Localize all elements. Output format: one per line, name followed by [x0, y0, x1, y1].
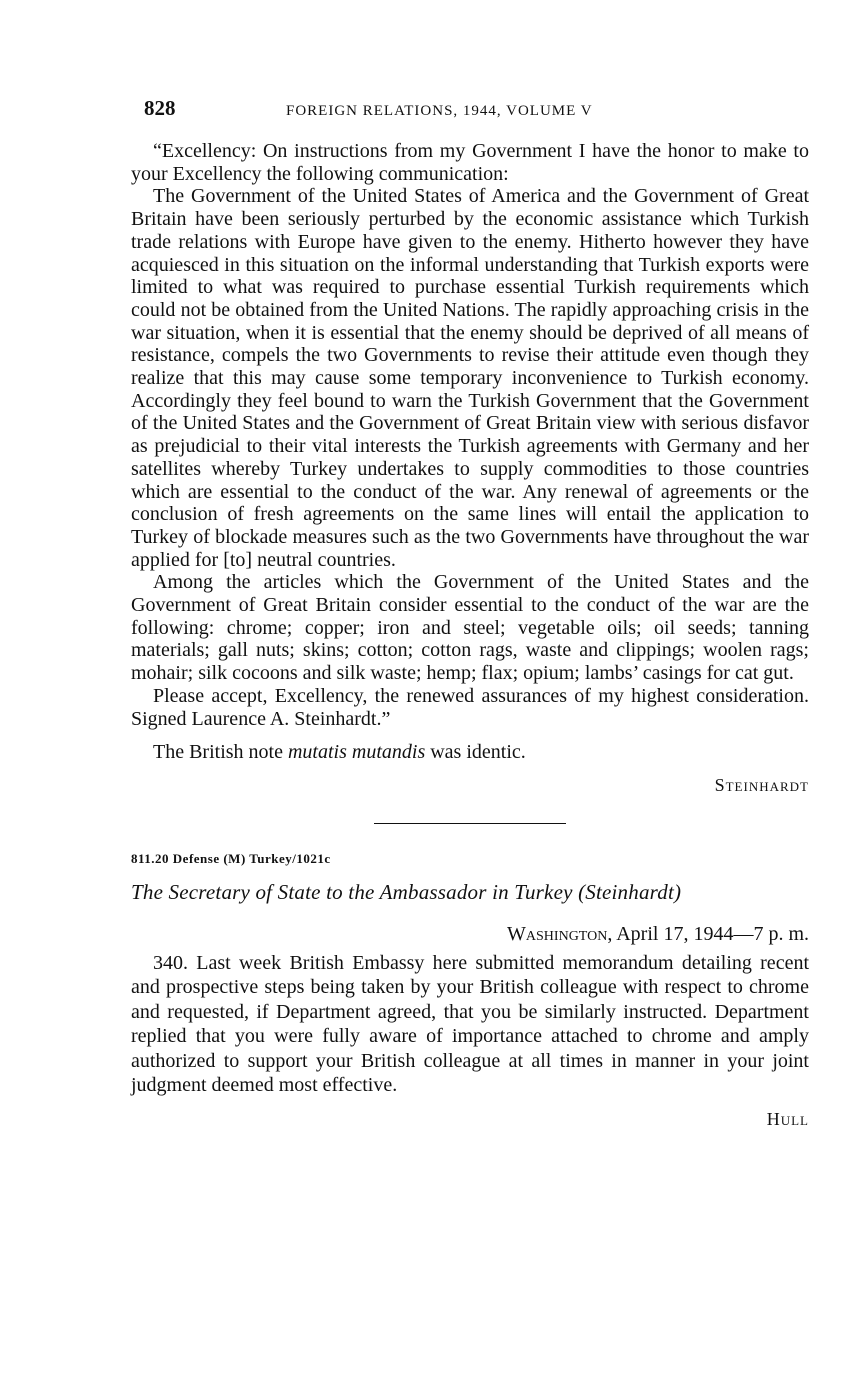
section-divider	[374, 823, 566, 824]
note-paragraph-closing: Please accept, Excellency, the renewed assurances of my highest consideration. Signed Laurence A. Steinhardt.”	[131, 684, 809, 730]
dateline-place: Washington	[507, 922, 608, 945]
running-head	[131, 96, 809, 128]
signature-hull: Hull	[766, 1108, 809, 1129]
document-page	[131, 96, 809, 1130]
running-title: FOREIGN RELATIONS, 1944, VOLUME V	[286, 103, 593, 119]
telegram-body: 340. Last week British Embassy here submitted memorandum detailing recent and prospective steps being taken by your British colleague with respect to chrome and requested, if Department agreed, that you be similarly instructed. Department replied that you were fully aware of importance attached to chrome and amply authorized to support your British colleague at all times in manner in your joint judgment deemed most effective.	[131, 951, 809, 1097]
page-number: 828	[144, 96, 176, 120]
british-note-italic: mutatis mutandis	[287, 741, 426, 764]
signature-steinhardt: Steinhardt	[714, 774, 809, 795]
british-note-prefix: The British note	[153, 741, 288, 764]
document-heading: The Secretary of State to the Ambassador in Turkey (Steinhardt)	[131, 879, 682, 904]
british-note-remark	[131, 741, 809, 764]
dateline	[131, 923, 809, 946]
note-paragraph-articles: Among the articles which the Government of the United States and the Government of Great Britain consider essential to the conduct of the war are the following: chrome; copper; iron and steel; vegetable oils; oil seeds; tanning materials; gall nuts; skins; cotton; cotton rags, waste and clippings; woolen rags; mohair; silk cocoons and silk waste; hemp; flax; opium; lambs’ casings for cat gut.	[131, 571, 809, 685]
dateline-date: , April 17, 1944—7 p. m.	[607, 922, 809, 945]
note-text	[131, 140, 809, 730]
file-reference: 811.20 Defense (M) Turkey/1021c	[131, 850, 331, 866]
note-paragraph-salutation: “Excellency: On instructions from my Government I have the honor to make to your Excellency the following communication:	[131, 140, 809, 185]
british-note-suffix: was identic.	[425, 741, 526, 764]
note-paragraph-warning: The Government of the United States of America and the Government of Great Britain have been seriously perturbed by the economic assistance which Turkish trade relations with Europe have given to the enemy. Hitherto however they have acquiesced in this situation on the informal understanding that Turkish exports were limited to what was required to purchase essential Turkish requirements which could not be obtained from the United Nations. The rapidly approaching crisis in the war situation, when it is essential that the enemy should be deprived of all means of resistance, compels the two Governments to revise their attitude even though they realize that this may cause some temporary inconvenience to Turkish economy. Accordingly they feel bound to warn the Turkish Government that the Government of the United States and the Government of Great Britain view with serious disfavor as prejudicial to their vital interests the Turkish agreements with Germany and her satellites whereby Turkey undertakes to supply commodities to those countries which are essential to the conduct of the war. Any renewal of agreements or the conclusion of fresh agreements on the same lines will entail the application to Turkey of blockade measures such as the two Governments have throughout the war applied for [to] neutral countries.	[131, 185, 809, 571]
